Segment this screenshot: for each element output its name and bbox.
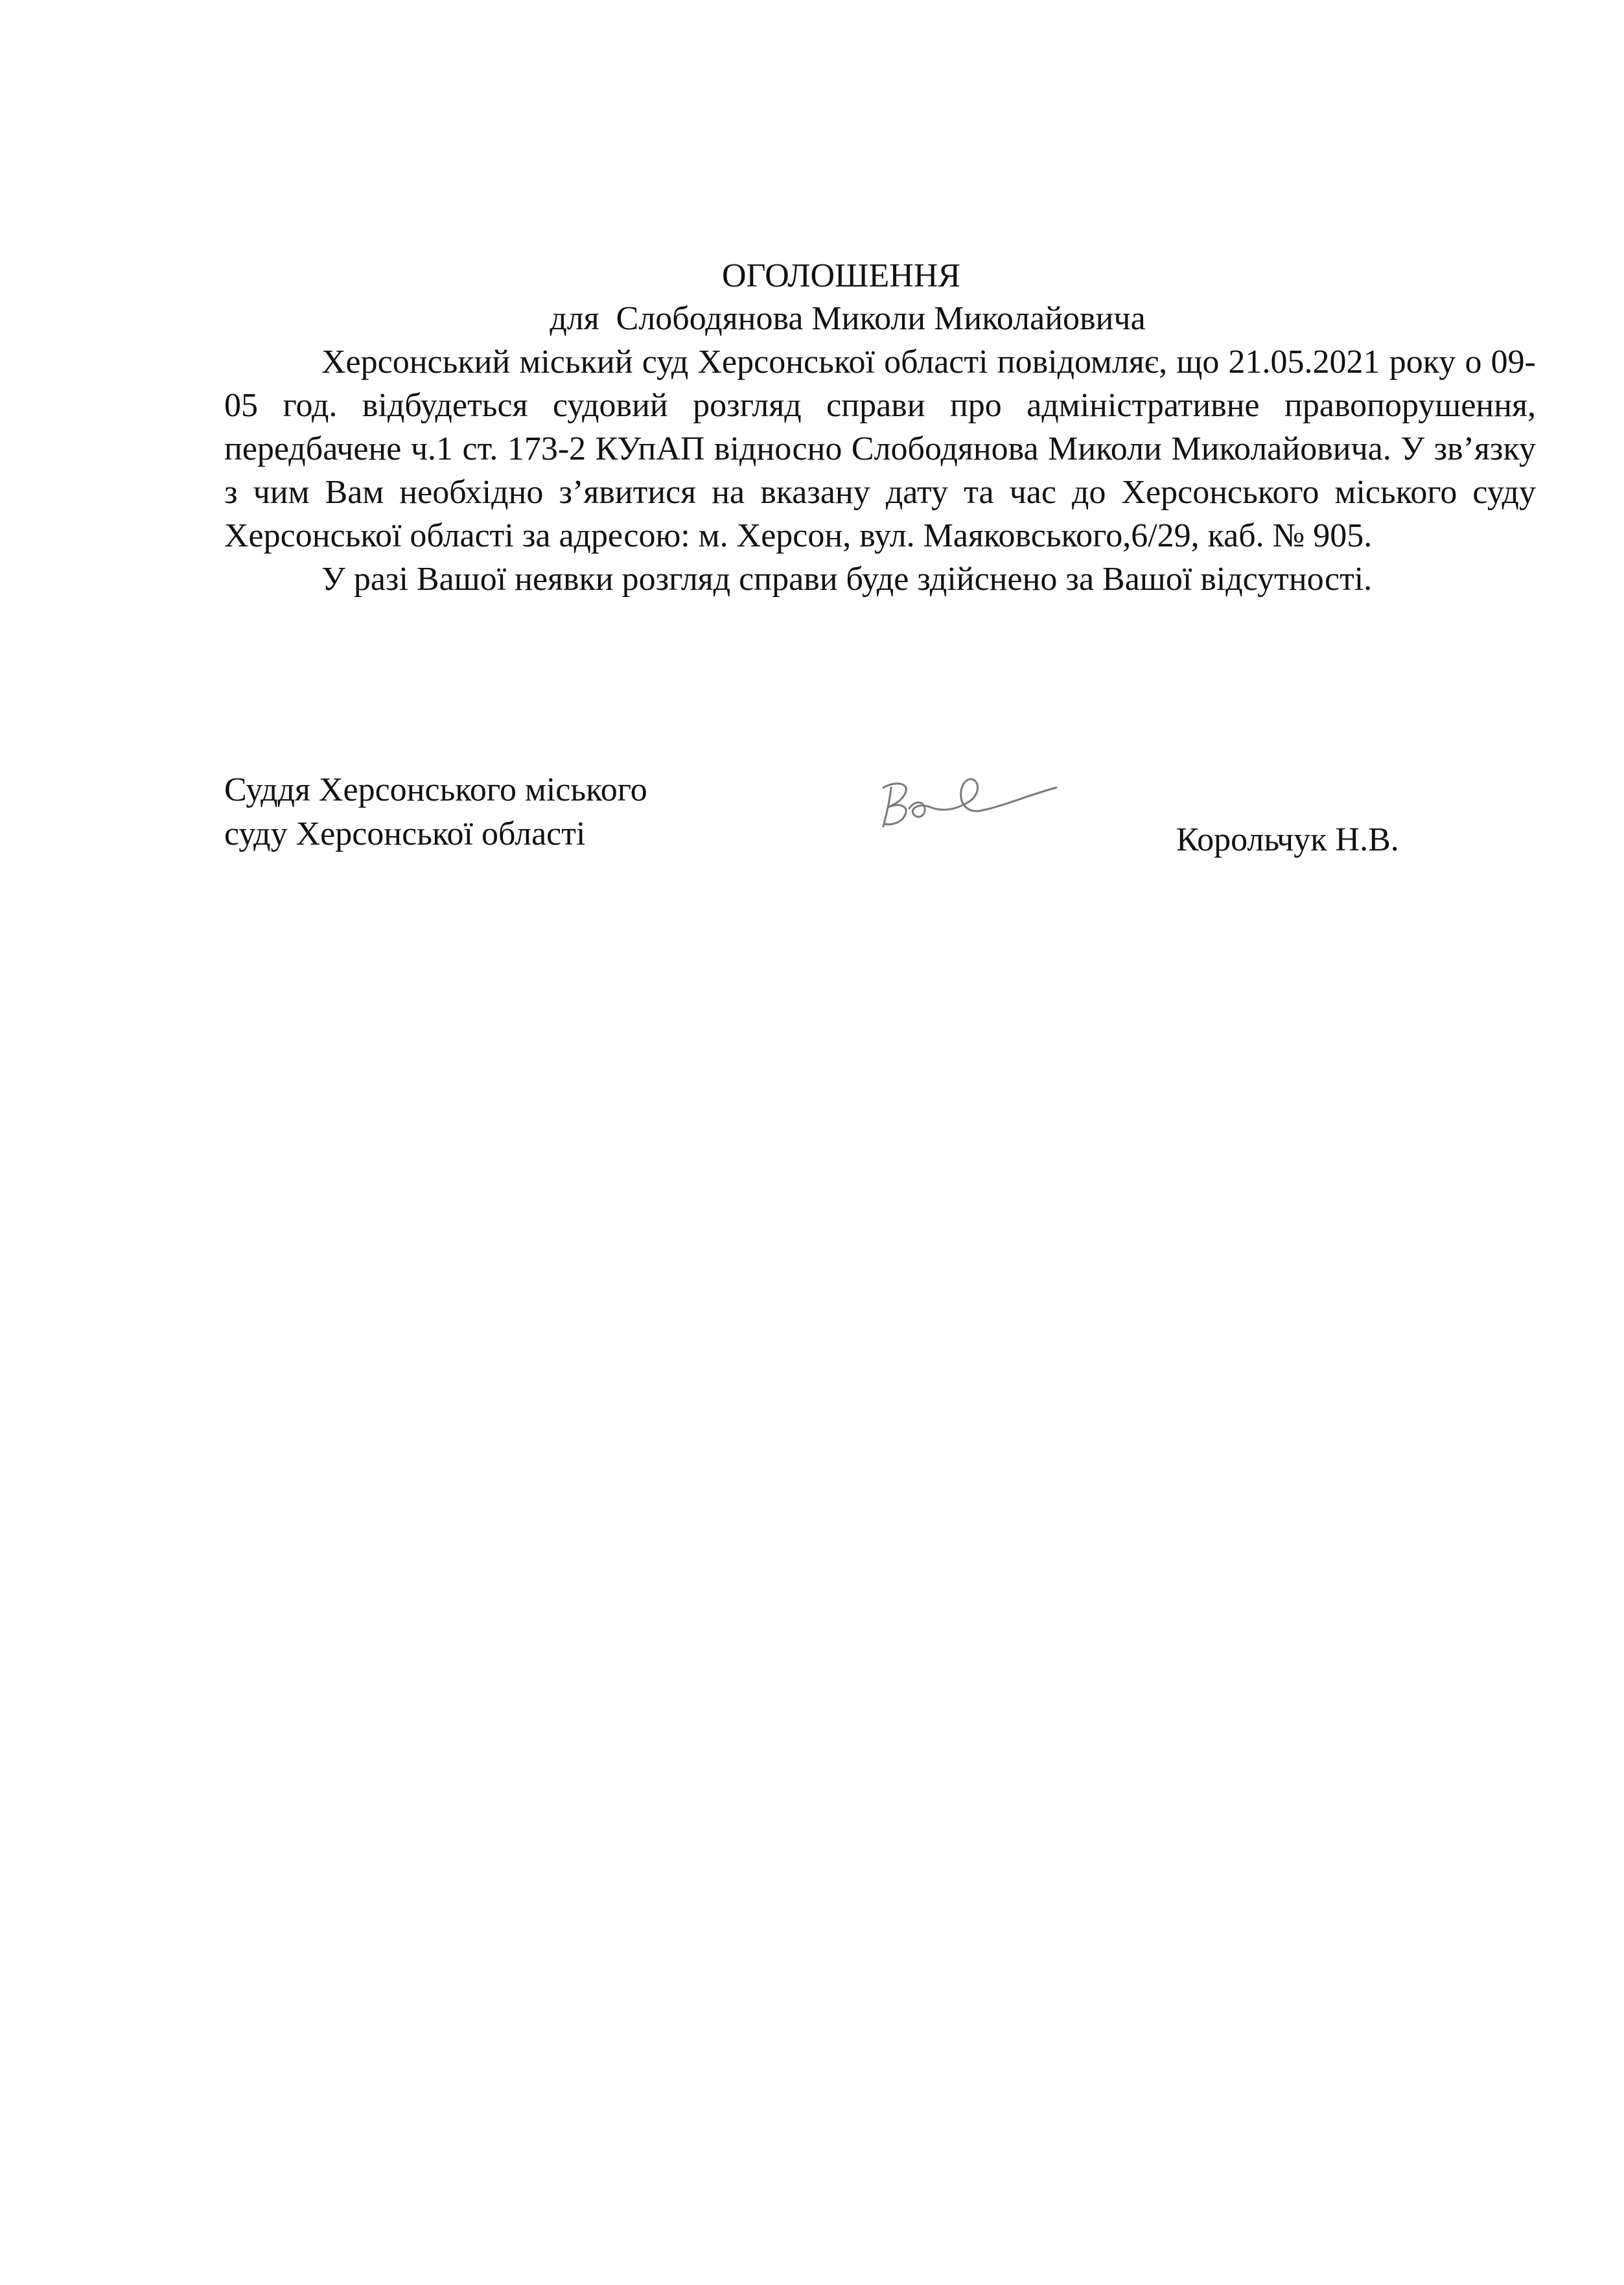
body-paragraph: У разі Вашої неявки розгляд справи буде здійснено за Вашої відсутності.	[321, 561, 1373, 598]
document-subtitle: для Слободянова Миколи Миколайовича	[550, 300, 1146, 337]
body-paragraph: Херсонський міський суд Херсонської області повідомляє, що 21.05.2021 року о 09-05 год. відбудеться судовий розгляд справи про адміністративне правопорушення, передбачене ч.1 ст. 173-2 КУпАП відносно Слободянова Миколи Миколайовича. У зв’язку з чим Вам необхідно з’явитися на вказану дату та час до Херсонського міського суду Херсонської області за адресою: м. Херсон, вул. Маяковського,6/29, каб. № 905.	[224, 344, 1536, 554]
signer-position-line: суду Херсонської області	[224, 815, 586, 852]
document-title: ОГОЛОШЕННЯ	[721, 257, 961, 294]
signer-name: Корольчук Н.В.	[1176, 821, 1399, 858]
handwritten-signature	[872, 762, 1066, 833]
signer-position	[224, 768, 647, 856]
document-body	[224, 340, 1536, 601]
signer-position-line: Суддя Херсонського міського	[224, 771, 647, 808]
